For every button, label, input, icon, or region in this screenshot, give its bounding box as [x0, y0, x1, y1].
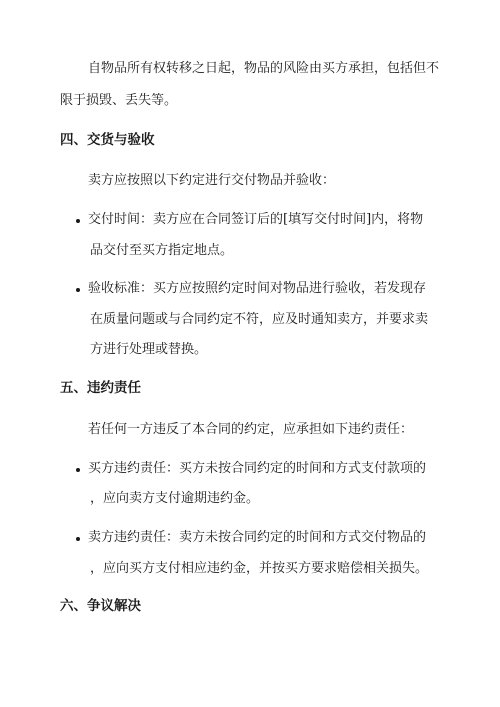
- section-4-lead: 卖方应按照以下约定进行交付物品并验收：: [88, 173, 336, 188]
- intro-line-2: 限于损毁、丢失等。: [60, 93, 178, 108]
- bullet-marker: [76, 468, 80, 472]
- section-6-heading: 六、争议解决: [60, 598, 141, 614]
- section-4-bullet-2-line-3: 方进行处理或替换。: [90, 342, 208, 357]
- section-5-lead: 若任何一方违反了本合同的约定，应承担如下违约责任：: [88, 422, 414, 437]
- bullet-marker: [76, 537, 80, 541]
- section-4-bullet-1-line-2: 品交付至买方指定地点。: [90, 243, 234, 258]
- section-5-bullet-1-line-2: ，应向卖方支付逾期违约金。: [90, 491, 260, 506]
- section-4-bullet-2-line-2: 在质量问题或与合同约定不符，应及时通知卖方，并要求卖: [90, 312, 429, 327]
- bullet-marker: [76, 288, 80, 292]
- bullet-marker: [76, 219, 80, 223]
- section-5-heading: 五、违约责任: [60, 380, 141, 396]
- section-5-bullet-1-line-1: 买方违约责任：买方未按合同约定的时间和方式支付款项的: [88, 461, 427, 476]
- section-4-heading: 四、交货与验收: [60, 132, 155, 148]
- section-4-bullet-1-line-1: 交付时间：卖方应在合同签订后的[填写交付时间]内，将物: [88, 212, 424, 227]
- section-4-bullet-2-line-1: 验收标准：买方应按照约定时间对物品进行验收，若发现存: [88, 281, 427, 296]
- intro-line-1: 自物品所有权转移之日起，物品的风险由买方承担，包括但不: [88, 61, 440, 76]
- section-5-bullet-2-line-2: ，应向买方支付相应违约金，并按买方要求赔偿相关损失。: [90, 561, 429, 576]
- section-5-bullet-2-line-1: 卖方违约责任：卖方未按合同约定的时间和方式交付物品的: [88, 530, 427, 545]
